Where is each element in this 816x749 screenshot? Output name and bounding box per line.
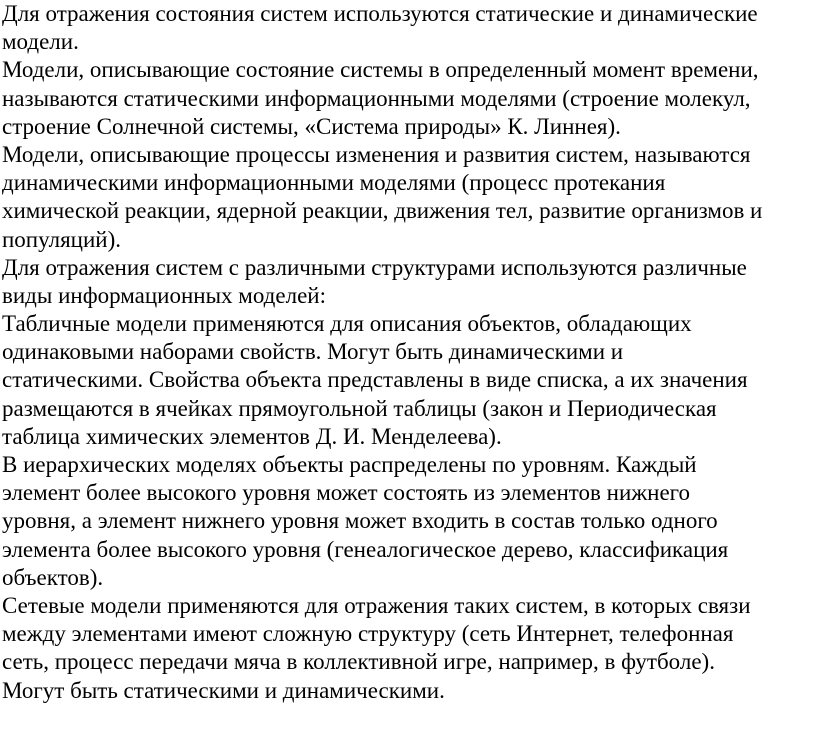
text-line-20: элемента более высокого уровня (генеалогическое дерево, классификация: [2, 536, 729, 562]
text-line-24: сеть, процесс передачи мяча в коллективной игре, например, в футболе).: [2, 649, 715, 675]
text-line-22: Сетевые модели применяются для отражения таких систем, в которых связи: [2, 592, 751, 618]
text-line-11: виды информационных моделей:: [2, 282, 326, 308]
text-line-4: называются статическими информационными моделями (строение молекул,: [2, 85, 751, 111]
text-line-9: популяций).: [2, 226, 121, 252]
text-line-13: одинаковыми наборами свойств. Могут быть динамическими и: [2, 339, 624, 365]
text-line-23: между элементами имеют сложную структуру (сеть Интернет, телефонная: [2, 621, 734, 647]
text-line-18: элемент более высокого уровня может состоять из элементов нижнего: [2, 480, 691, 506]
text-line-12: Табличные модели применяются для описания объектов, обладающих: [2, 311, 692, 337]
text-line-14: статическими. Свойства объекта представлены в виде списка, а их значения: [2, 367, 748, 393]
text-line-21: объектов).: [2, 564, 104, 590]
text-line-7: динамическими информационными моделями (процесс протекания: [2, 170, 666, 196]
text-line-6: Модели, описывающие процессы изменения и развития систем, называются: [2, 141, 751, 167]
text-line-25: Могут быть статическими и динамическими.: [2, 677, 445, 703]
text-line-8: химической реакции, ядерной реакции, движения тел, развитие организмов и: [2, 198, 763, 224]
text-line-2: модели.: [2, 29, 79, 55]
document-text: [2, 0, 814, 705]
text-line-16: таблица химических элементов Д. И. Менделеева).: [2, 423, 502, 449]
text-line-5: строение Солнечной системы, «Система природы» К. Линнея).: [2, 113, 621, 139]
text-line-10: Для отражения систем с различными структурами используются различные: [2, 254, 747, 280]
text-line-3: Модели, описывающие состояние системы в определенный момент времени,: [2, 57, 759, 83]
text-line-17: В иерархических моделях объекты распределены по уровням. Каждый: [2, 452, 697, 477]
text-line-19: уровня, а элемент нижнего уровня может входить в состав только одного: [2, 508, 718, 534]
text-line-15: размещаются в ячейках прямоугольной таблицы (закон и Периодическая: [2, 395, 717, 421]
text-line-1: Для отражения состояния систем используются статические и динамические: [2, 1, 758, 26]
